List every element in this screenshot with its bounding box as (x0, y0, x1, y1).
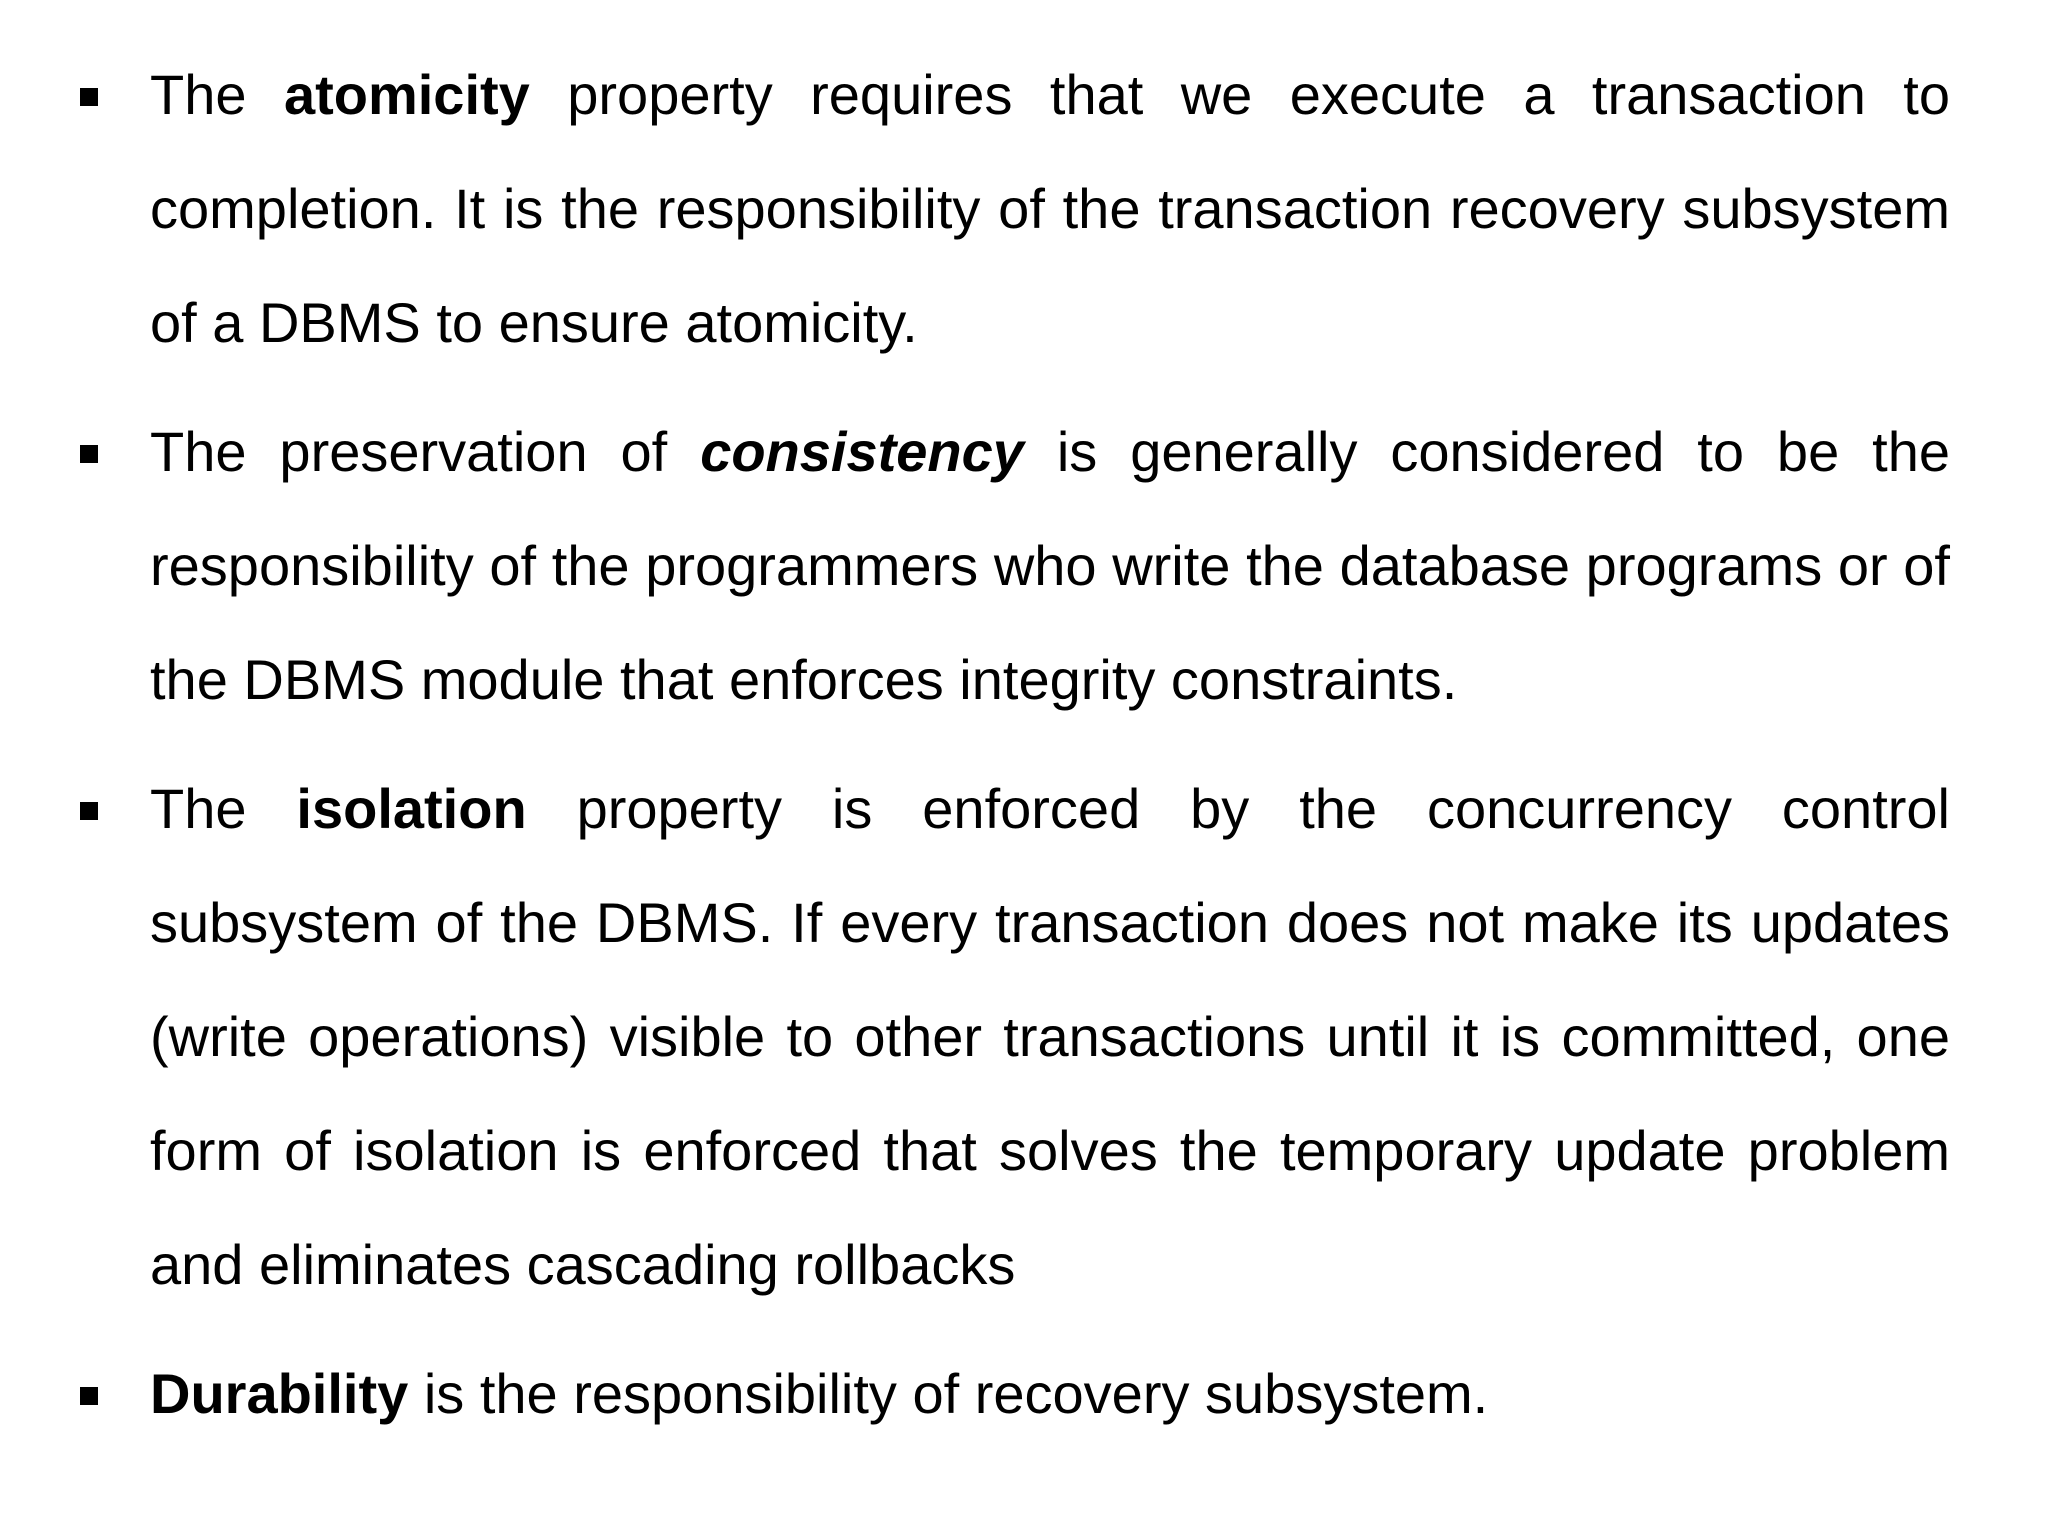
square-bullet-icon (80, 88, 98, 106)
bullet-durability (150, 1337, 1950, 1451)
term-atomicity: atomicity (283, 63, 530, 126)
term-consistency: consistency (700, 420, 1024, 483)
bullet-post-text: is the responsibility of recovery subsystem. (408, 1362, 1489, 1425)
bullet-text (150, 1362, 1488, 1425)
square-bullet-icon (80, 1387, 98, 1405)
bullet-list (150, 38, 1950, 1466)
term-durability: Durability (150, 1362, 409, 1425)
bullet-isolation (150, 752, 1950, 1322)
bullet-post-text: is generally considered to be the responsibility of the programmers who write the database programs or of the DBMS module that enforces integrity constraints. (150, 420, 1951, 711)
bullet-pre-text: The (150, 63, 284, 126)
bullet-text (150, 777, 1950, 1296)
bullet-atomicity (150, 38, 1950, 380)
bullet-consistency (150, 395, 1950, 737)
bullet-text (150, 63, 1950, 354)
square-bullet-icon (80, 802, 98, 820)
bullet-pre-text: The preservation of (150, 420, 701, 483)
bullet-text (150, 420, 1950, 711)
term-isolation: isolation (296, 777, 527, 840)
bullet-post-text: property requires that we execute a transaction to completion. It is the responsibility of the transaction recovery subsystem of a DBMS to ensure atomicity. (150, 63, 1951, 354)
bullet-post-text: property is enforced by the concurrency control subsystem of the DBMS. If every transaction does not make its updates (write operations) visible to other transactions until it is committed, one form of isolation is enforced that solves the temporary update problem and eliminates cascading rollbacks (150, 777, 1950, 1296)
bullet-pre-text: The (150, 777, 297, 840)
square-bullet-icon (80, 445, 98, 463)
